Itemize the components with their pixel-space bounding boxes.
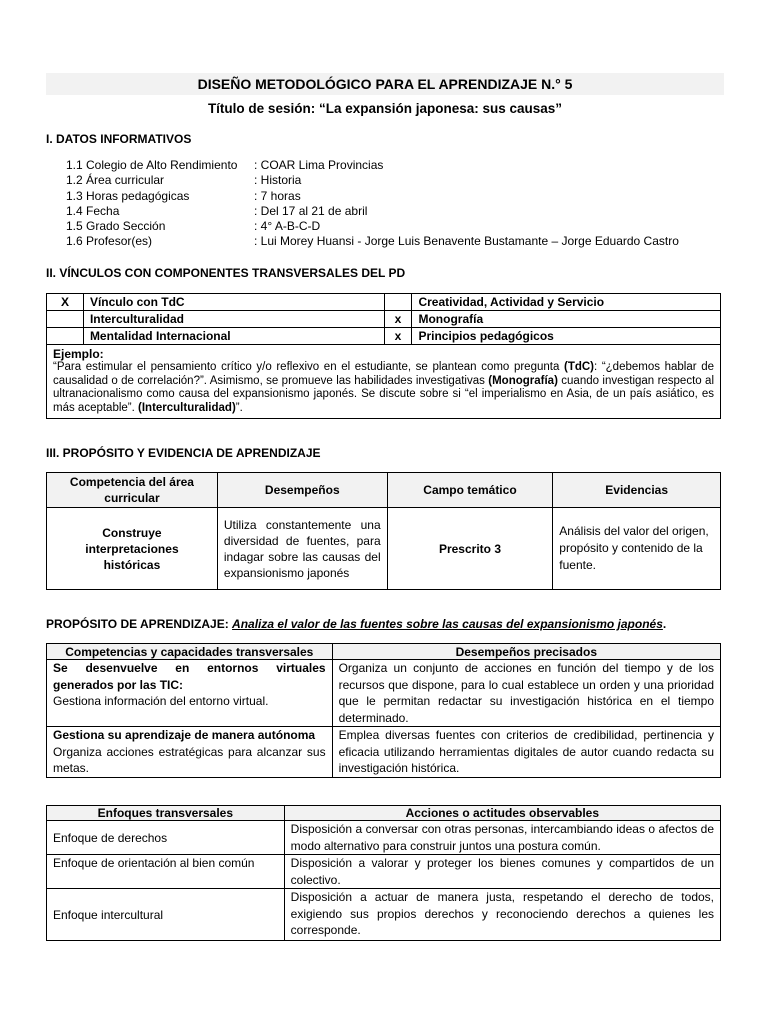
example-part: : “¿debemos hablar de causalidad o de correlación?”. Asimismo, se promueve las habilidades investigativas xyxy=(53,361,714,387)
column-header: Competencias y capacidades transversales xyxy=(47,644,333,660)
session-prefix: Título de sesión: xyxy=(207,101,316,116)
column-header: Desempeños precisados xyxy=(332,644,720,660)
mark-cell: x xyxy=(384,311,412,328)
competence-title: Gestiona su aprendizaje de manera autónoma xyxy=(53,728,316,742)
session-name: “La expansión japonesa: sus causas” xyxy=(318,101,563,116)
desempenos-cell: Utiliza constantemente una diversidad de fuentes, para indagar sobre las causas del expansionismo japonés xyxy=(217,508,387,590)
info-label: 1.1 Colegio de Alto Rendimiento xyxy=(66,158,238,172)
column-header: Desempeños xyxy=(217,473,387,508)
table-header-row xyxy=(47,806,721,821)
component-cell: Mentalidad Internacional xyxy=(83,328,384,345)
transversal-components-table xyxy=(46,293,721,419)
document-title: DISEÑO METODOLÓGICO PARA EL APRENDIZAJE N.° 5 xyxy=(46,73,724,95)
mark-cell: X xyxy=(47,294,84,311)
section-3-heading: III. PROPÓSITO Y EVIDENCIA DE APRENDIZAJE xyxy=(46,446,321,460)
mark-cell xyxy=(47,311,84,328)
table-row xyxy=(47,294,721,311)
purpose-text: Analiza el valor de las fuentes sobre las causas del expansionismo japonés xyxy=(232,617,663,631)
competence-capacity: Gestiona información del entorno virtual. xyxy=(53,694,269,708)
table-row xyxy=(47,508,721,590)
example-text xyxy=(53,361,714,415)
component-cell: Interculturalidad xyxy=(83,311,384,328)
column-header: Campo temático xyxy=(387,473,553,508)
example-tag-tdc: (TdC) xyxy=(563,361,594,373)
info-value: : Historia xyxy=(254,173,302,188)
info-row xyxy=(66,158,679,173)
table-header-row xyxy=(47,644,721,660)
info-label: 1.5 Grado Sección xyxy=(66,219,166,234)
campo-cell: Prescrito 3 xyxy=(387,508,553,590)
example-row xyxy=(47,345,721,419)
competence-cell xyxy=(47,727,333,778)
example-tag-interculturalidad: (Interculturalidad) xyxy=(138,401,236,414)
competence-capacity: Organiza acciones estratégicas para alcanzar sus metas. xyxy=(53,744,326,775)
session-title xyxy=(46,101,724,116)
info-row xyxy=(66,234,679,249)
info-label: 1.6 Profesor(es) xyxy=(66,234,153,249)
info-row xyxy=(66,219,679,234)
component-cell: Monografía xyxy=(412,311,721,328)
action-cell: Disposición a conversar con otras personas, intercambiando ideas o afectos de modo alternativo para construir juntos una postura común. xyxy=(284,821,720,855)
precise-performance-cell: Organiza un conjunto de acciones en función del tiempo y de los recursos que dispone, para lo cual establece un orden y una prioridad que le permitan redactar su investigación histórica en el tiempo determinado. xyxy=(332,660,720,727)
example-label: Ejemplo: xyxy=(53,347,104,361)
table-header-row xyxy=(47,473,721,508)
competencia-cell: Construye interpretaciones históricas xyxy=(47,508,218,590)
info-value: : 4° A-B-C-D xyxy=(254,219,321,234)
info-list xyxy=(66,158,679,250)
info-label: 1.4 Fecha xyxy=(66,203,120,218)
section-1-heading: I. DATOS INFORMATIVOS xyxy=(46,132,192,146)
info-row xyxy=(66,189,679,204)
mark-cell xyxy=(384,294,412,311)
table-row xyxy=(47,821,721,855)
component-cell: Creatividad, Actividad y Servicio xyxy=(412,294,721,311)
table-row xyxy=(47,660,721,727)
info-value: : 7 horas xyxy=(254,188,301,203)
action-cell: Disposición a actuar de manera justa, respetando el derecho de todos, exigiendo sus propios derechos y reconociendo derechos a quienes les corresponde. xyxy=(284,889,720,941)
info-value: : Del 17 al 21 de abril xyxy=(254,203,368,218)
learning-purpose xyxy=(46,617,666,631)
example-part: “Para estimular el pensamiento crítico y/o reflexivo en el estudiante, se plantean como pregunta xyxy=(53,361,564,373)
column-header: Acciones o actitudes observables xyxy=(284,806,720,821)
example-tag-monografia: (Monografía) xyxy=(488,374,558,387)
purpose-label: PROPÓSITO DE APRENDIZAJE: xyxy=(46,617,229,631)
purpose-evidence-table xyxy=(46,472,721,590)
table-row xyxy=(47,328,721,345)
section-2-heading: II. VÍNCULOS CON COMPONENTES TRANSVERSALES DEL PD xyxy=(46,266,406,280)
info-value: : Lui Morey Huansi - Jorge Luis Benavente Bustamante – Jorge Eduardo Castro xyxy=(254,234,679,249)
example-part: cuando investigan respecto al ultranacionalismo como causa del expansionismo japonés. Se discute sobre si “el imperialismo en Asia, de un país asiático, es más aceptable”. xyxy=(53,374,715,414)
component-cell: Principios pedagógicos xyxy=(412,328,721,345)
column-header: Evidencias xyxy=(553,473,721,508)
column-header: Enfoques transversales xyxy=(47,806,285,821)
component-cell: Vínculo con TdC xyxy=(83,294,384,311)
precise-performance-cell: Emplea diversas fuentes con criterios de credibilidad, pertinencia y eficacia utilizando herramientas digitales de autor cuando redacta su investigación histórica. xyxy=(332,727,720,778)
transversal-competences-table xyxy=(46,643,721,778)
approach-cell: Enfoque de orientación al bien común xyxy=(47,855,285,889)
info-label: 1.2 Área curricular xyxy=(66,173,165,188)
info-value: : COAR Lima Provincias xyxy=(254,158,384,172)
info-row xyxy=(66,204,679,219)
example-cell xyxy=(47,345,721,419)
table-row xyxy=(47,889,721,941)
info-row xyxy=(66,173,679,188)
mark-cell: x xyxy=(384,328,412,345)
table-row xyxy=(47,855,721,889)
table-row xyxy=(47,311,721,328)
column-header: Competencia del área curricular xyxy=(47,473,218,508)
evidencias-cell: Análisis del valor del origen, propósito y contenido de la fuente. xyxy=(553,508,721,590)
purpose-end: . xyxy=(662,617,667,631)
table-row xyxy=(47,727,721,778)
approach-cell: Enfoque intercultural xyxy=(47,889,285,941)
competence-title: Se desenvuelve en entornos virtuales generados por las TIC: xyxy=(53,661,326,692)
mark-cell xyxy=(47,328,84,345)
action-cell: Disposición a valorar y proteger los bienes comunes y compartidos de un colectivo. xyxy=(284,855,720,889)
approach-cell: Enfoque de derechos xyxy=(47,821,285,855)
example-part: ”. xyxy=(235,401,243,414)
transversal-approaches-table xyxy=(46,805,721,941)
competence-cell xyxy=(47,660,333,727)
info-label: 1.3 Horas pedagógicas xyxy=(66,188,190,203)
